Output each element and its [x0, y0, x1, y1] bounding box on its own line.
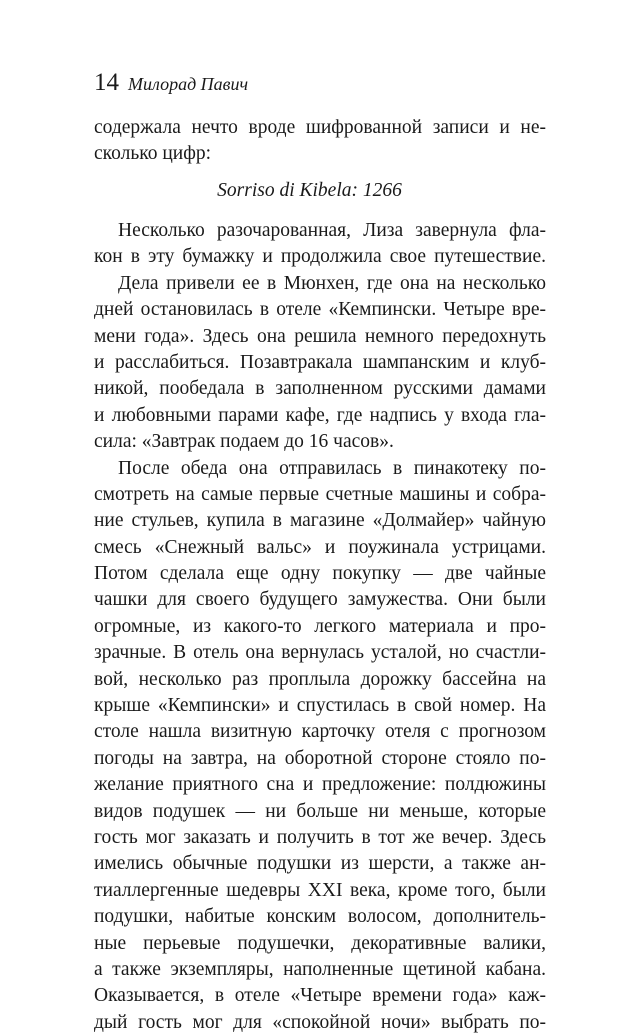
text-line: Потом сделала еще одну покупку — две чайные	[94, 563, 546, 585]
text-line: содержала нечто вроде шифрованной записи и не-	[94, 117, 546, 138]
text-line: имелись обычные подушки из шерсти, а также ан-	[94, 853, 546, 875]
text-line: Дела привели ее в Мюнхен, где она на несколько	[118, 272, 546, 294]
text-line: вой, несколько раз проплыла дорожку бассейна на	[94, 668, 546, 690]
text-line: видов подушек — ни больше ни меньше, которые	[94, 800, 546, 822]
running-head-author: Милорад Павич	[128, 74, 249, 94]
text-line: подушки, набитые конским волосом, дополнитель-	[94, 906, 546, 928]
text-line: Оказывается, в отеле «Четыре времени года» каж-	[94, 985, 546, 1007]
text-line: дней остановилась в отеле «Кемпински. Четыре вре-	[94, 299, 546, 321]
paragraph	[94, 456, 546, 1036]
text-line: ние стульев, купила в магазине «Долмайер» чайную	[94, 510, 546, 532]
text-line: сколько цифр:	[94, 143, 212, 165]
text-line: мени года». Здесь она решила немного передохнуть	[94, 325, 546, 347]
text-line: погоды на завтра, на оборотной стороне стояло по-	[94, 747, 546, 769]
text-line: смесь «Снежный вальс» и поужинала устрицами.	[94, 536, 546, 558]
text-line: гость мог заказать и получить в тот же вечер. Здесь	[94, 826, 546, 848]
text-line: После обеда она отправилась в пинакотеку по-	[118, 457, 546, 479]
body-text	[94, 218, 546, 1036]
text-line: дый гость мог для «спокойной ночи» выбрать по-	[94, 1011, 546, 1033]
paragraph	[94, 271, 546, 456]
text-line: огромные, из какого-то легкого материала и про-	[94, 615, 546, 637]
text-line: Несколько разочарованная, Лиза завернула фла-	[118, 220, 546, 241]
text-line: тиаллергенные шедевры XXI века, кроме того, были	[94, 879, 546, 901]
intro-text	[94, 115, 546, 168]
text-line: смотреть на самые первые счетные машины и собра-	[94, 483, 546, 505]
running-header	[94, 68, 248, 99]
cipher-inscription: Sorriso di Kibela: 1266	[217, 180, 402, 201]
paragraph	[94, 218, 546, 271]
text-line: зрачные. В отель она вернулась усталой, но счастли-	[94, 642, 546, 664]
text-line: ные перьевые подушечки, декоративные валики,	[94, 932, 546, 954]
text-line: сила: «Завтрак подаем до 16 часов».	[94, 431, 394, 453]
text-line: и расслабиться. Позавтракала шампанским и клуб-	[94, 351, 546, 373]
text-line: никой, пообедала в заполненном русскими дамами	[94, 378, 546, 400]
page-number: 14	[94, 69, 119, 96]
text-line: столе нашла визитную карточку отеля с прогнозом	[94, 721, 546, 743]
text-line: а также экземпляры, наполненные щетиной кабана.	[94, 958, 546, 980]
text-line: крыше «Кемпински» и спустилась в свой номер. На	[94, 695, 546, 717]
text-line: и любовными парами кафе, где надпись у входа гла-	[94, 404, 546, 426]
text-line: чашки для своего будущего замужества. Они были	[94, 589, 546, 611]
text-line: желание приятного сна и предложение: полдюжины	[94, 774, 546, 796]
text-line: кон в эту бумажку и продолжила свое путешествие.	[94, 246, 546, 268]
